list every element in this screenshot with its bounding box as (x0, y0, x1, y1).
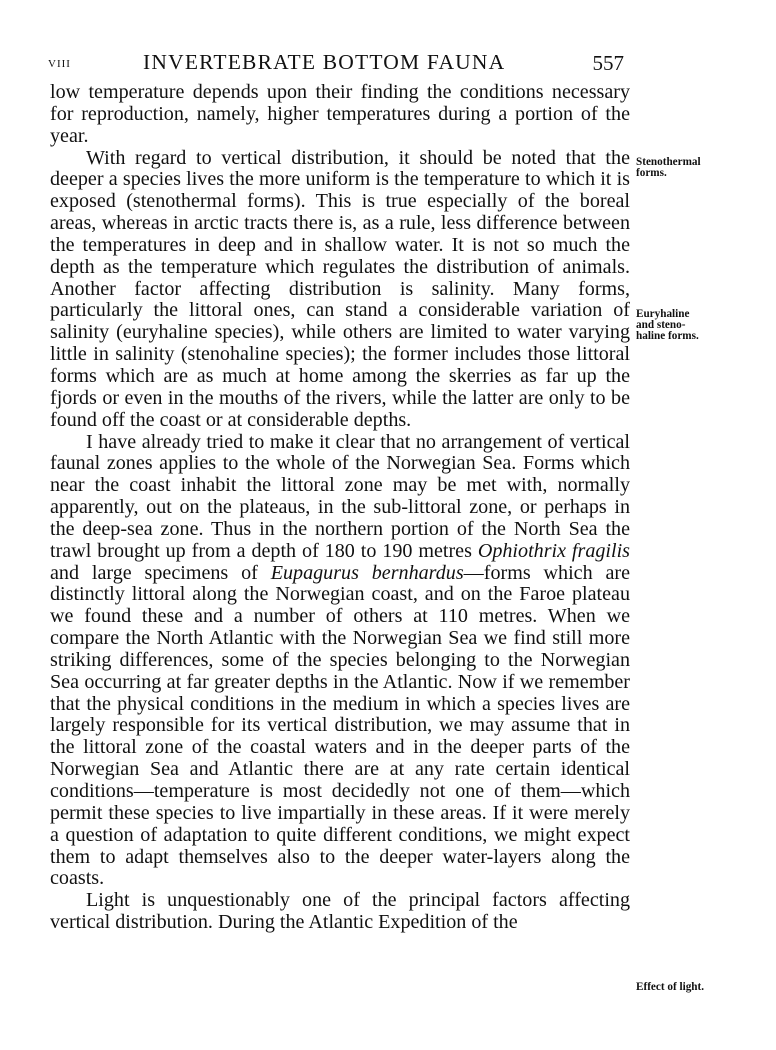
side-note-stenothermal (636, 157, 701, 179)
chapter-number: VIII (48, 58, 71, 70)
running-title: INVERTEBRATE BOTTOM FAUNA (143, 50, 506, 74)
species-name: Eupagurus bernhardus (270, 561, 464, 584)
text-run: I have already tried to make it clear that no arrangement of vertical faunal zones applies to the whole of the Norwegian Sea. Forms which near the coast inhabit the littoral zone may be met with, normally apparently, out on the plateaus, in the sub-littoral zone, or perhaps in the deep-sea zone. Thus in the northern portion of the North Sea the trawl brought up from a depth of 180 to 190 metres (50, 430, 630, 562)
side-note-line: Euryhaline (636, 308, 690, 320)
side-note-line: and steno- (636, 319, 686, 331)
page-number: 557 (592, 51, 624, 75)
paragraph (50, 432, 630, 891)
side-note-euryhaline (636, 309, 699, 342)
paragraph (50, 148, 630, 432)
text-run: With regard to vertical distribution, it should be noted that the deeper a species lives the more uniform is the temperature to which it is exposed (stenothermal forms). This is true especially of the boreal areas, whereas in arctic tracts there is, as a rule, less difference between the temperatures in deep and in shallow water. It is not so much the depth as the temperature which regulates the distribution of animals. Another factor affecting distribution is salinity. Many forms, particularly the littoral ones, can stand a considerable variation of salinity (euryhaline species), while others are limited to water varying little in salinity (stenohaline species); the former includes those littoral forms which are as much at home among the skerries as far up the fjords or even in the mouths of the rivers, while the latter are only to be found off the coast or at considerable depths. (50, 146, 630, 431)
text-run: low temperature depends upon their finding the conditions necessary for reproduction, namely, higher temperatures during a portion of the year. (50, 81, 630, 147)
text-run: and large specimens of (50, 561, 271, 584)
side-note-light (636, 982, 704, 993)
species-name: Ophiothrix fragilis (477, 539, 630, 562)
body-text (50, 82, 630, 934)
paragraph (50, 890, 630, 934)
side-note-line: Effect of light. (636, 981, 705, 993)
text-run: Light is unquestionably one of the principal factors affecting vertical distribution. During the Atlantic Expedition of the (50, 889, 630, 934)
side-note-line: haline forms. (636, 330, 699, 342)
side-note-line: Stenothermal (636, 156, 701, 168)
side-note-line: forms. (636, 167, 667, 179)
running-header (48, 48, 632, 78)
text-run: —forms which are distinctly littoral along the Norwegian coast, and on the Faroe plateau we found these and a number of others at 110 metres. When we compare the North Atlantic with the Norwegian Sea we find still more striking differences, some of the species belonging to the Norwegian Sea occurring at far greater depths in the Atlantic. Now if we remember that the physical conditions in the medium in which a species lives are largely responsible for its vertical distribution, we may assume that in the littoral zone of the coastal waters and in the deeper parts of the Norwegian Sea and Atlantic there are at any rate certain identical conditions—temperature is most decidedly not one of them—which permit these species to live impartially in these areas. If it were merely a question of adaptation to quite different conditions, we might expect them to adapt themselves also to the deeper water-layers along the coasts. (50, 561, 631, 890)
paragraph (50, 82, 630, 148)
